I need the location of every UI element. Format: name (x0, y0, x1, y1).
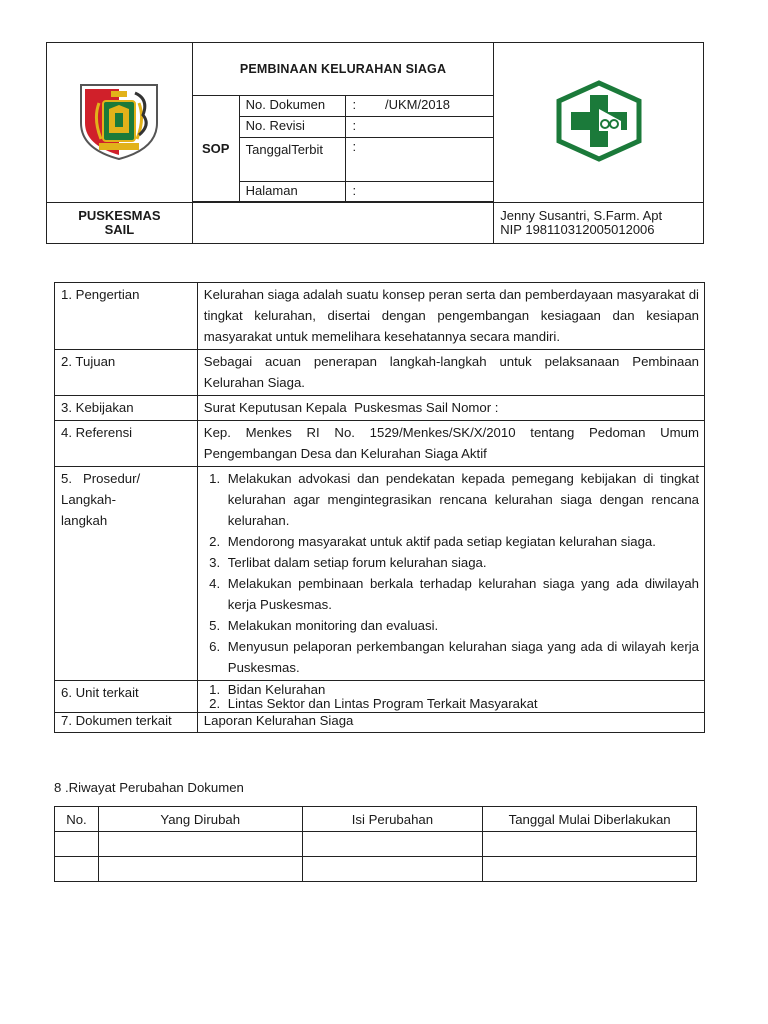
label-line: langkah (61, 513, 108, 528)
history-title: 8 .Riwayat Perubahan Dokumen (54, 780, 244, 795)
row-dokumen-terkait (55, 713, 705, 733)
meta-value: : (346, 182, 494, 202)
procedure-list-cell (197, 467, 704, 681)
org-line: SAIL (104, 222, 135, 237)
history-cell (98, 832, 302, 857)
procedure-step: 2. Mendorong masyarakat untuk aktif pada setiap kegiatan kelurahan siaga. (224, 531, 699, 552)
procedure-step: 3. Terlibat dalam setiap forum kelurahan siaga. (224, 552, 699, 573)
history-cell (98, 857, 302, 882)
meta-label: TanggalTerbit (239, 138, 346, 182)
org-line: PUSKESMAS (78, 208, 161, 223)
history-cell (483, 857, 697, 882)
city-logo-cell (47, 43, 193, 203)
section-label: 4. Referensi (55, 421, 198, 467)
section-label: 2. Tujuan (55, 350, 198, 396)
signer-block (494, 203, 704, 244)
column-header: No. (55, 807, 99, 832)
sop-label: SOP (192, 96, 239, 202)
row-tujuan (55, 350, 705, 396)
section-label (55, 467, 198, 681)
sop-content-table (54, 282, 705, 733)
sop-header (46, 42, 704, 244)
puskesmas-logo-icon (553, 79, 645, 163)
procedure-step: 5. Melakukan monitoring dan evaluasi. (224, 615, 699, 636)
history-row (55, 857, 697, 882)
row-prosedur (55, 467, 705, 681)
history-cell (483, 832, 697, 857)
row-referensi (55, 421, 705, 467)
organization-name (47, 203, 193, 244)
meta-label: No. Dokumen (239, 96, 346, 117)
column-header: Isi Perubahan (302, 807, 483, 832)
label-line: Langkah- (61, 492, 116, 507)
meta-label: Halaman (239, 182, 346, 202)
row-pengertian (55, 283, 705, 350)
section-text: Kep. Menkes RI No. 1529/Menkes/SK/X/2010 tentang Pedoman Umum Pengembangan Desa dan Kelurahan Siaga Aktif (197, 421, 704, 467)
signer-nip: NIP 198110312005012006 (500, 222, 655, 237)
meta-value: : /UKM/2018 (346, 96, 494, 117)
procedure-steps (204, 468, 699, 678)
history-cell (55, 857, 99, 882)
meta-value: : (346, 117, 494, 138)
history-cell (55, 832, 99, 857)
unit-list-cell (197, 681, 704, 713)
section-text: Laporan Kelurahan Siaga (197, 713, 704, 733)
health-logo-cell (494, 43, 704, 203)
procedure-step: 1. Melakukan advokasi dan pendekatan kepada pemegang kebijakan di tingkat kelurahan agar mengintegrasikan rencana kelurahan siaga dengan rencana kelurahan. (224, 468, 699, 531)
section-text: Sebagai acuan penerapan langkah-langkah untuk pelaksanaan Pembinaan Kelurahan Siaga. (197, 350, 704, 396)
city-emblem-icon (73, 79, 165, 163)
procedure-step: 4. Melakukan pembinaan berkala terhadap kelurahan siaga yang ada diwilayah kerja Puskesmas. (224, 573, 699, 615)
history-cell (302, 857, 483, 882)
row-kebijakan (55, 396, 705, 421)
column-header: Yang Dirubah (98, 807, 302, 832)
signer-name: Jenny Susantri, S.Farm. Apt (500, 208, 663, 223)
unit-list (204, 683, 699, 711)
section-label: 1. Pengertian (55, 283, 198, 350)
row-unit-terkait (55, 681, 705, 713)
procedure-step: 6. Menyusun pelaporan perkembangan kelurahan siaga yang ada di wilayah kerja Puskesmas. (224, 636, 699, 678)
history-row (55, 832, 697, 857)
meta-value: : (346, 138, 494, 182)
history-header-row (55, 807, 697, 832)
unit-item: 2. Lintas Sektor dan Lintas Program Terkait Masyarakat (224, 697, 699, 711)
section-label: 7. Dokumen terkait (55, 713, 198, 733)
unit-item: 1. Bidan Kelurahan (224, 683, 699, 697)
label-line: 5. Prosedur/ (61, 471, 141, 486)
section-label: 3. Kebijakan (55, 396, 198, 421)
history-cell (302, 832, 483, 857)
document-title: PEMBINAAN KELURAHAN SIAGA (192, 43, 494, 96)
revision-history-table (54, 806, 697, 882)
meta-label: No. Revisi (239, 117, 346, 138)
section-text: Kelurahan siaga adalah suatu konsep peran serta dan pemberdayaan masyarakat di tingkat kelurahan, disertai dengan pengembangan kesiagaan dan kesiapan masyarakat untuk memelihara kesehatannya secara mandiri. (197, 283, 704, 350)
section-label: 6. Unit terkait (55, 681, 198, 713)
column-header: Tanggal Mulai Diberlakukan (483, 807, 697, 832)
section-text: Surat Keputusan Kepala Puskesmas Sail Nomor : (197, 396, 704, 421)
